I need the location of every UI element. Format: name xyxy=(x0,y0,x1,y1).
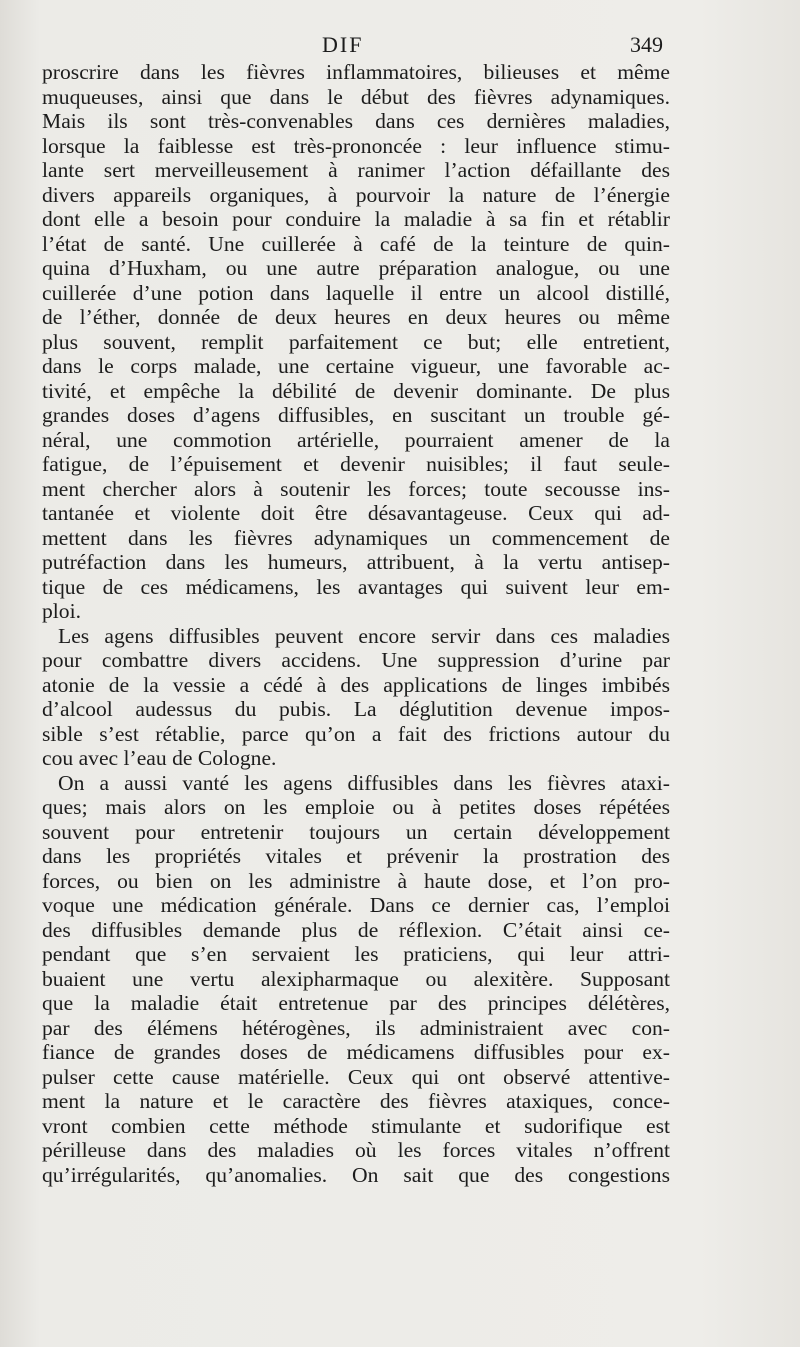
text-line: buaient une vertu alexipharmaque ou alexitère. Supposant xyxy=(42,966,670,991)
body-text xyxy=(42,60,670,1187)
text-line: On a aussi vanté les agens diffusibles dans les fièvres ataxi- xyxy=(58,770,670,795)
text-line: cou avec l’eau de Cologne. xyxy=(42,746,277,770)
page-number: 349 xyxy=(630,32,663,57)
text-line: de l’éther, donnée de deux heures en deux heures ou même xyxy=(42,305,670,329)
running-head xyxy=(0,32,800,62)
text-line: proscrire dans les fièvres inflammatoires, bilieuses et même xyxy=(42,60,670,84)
text-line: qu’irrégularités, qu’anomalies. On sait que des congestions xyxy=(42,1162,670,1187)
text-line: dans le corps malade, une certaine vigueur, une favorable ac- xyxy=(42,354,670,378)
text-line: fiance de grandes doses de médicamens diffusibles pour ex- xyxy=(42,1040,670,1064)
text-line: cuillerée d’une potion dans laquelle il entre un alcool distillé, xyxy=(42,280,670,305)
text-line: fatigue, de l’épuisement et devenir nuisibles; il faut seule- xyxy=(42,452,670,476)
text-line: que la maladie était entretenue par des principes délétères, xyxy=(42,991,670,1015)
text-line: ploi. xyxy=(42,599,81,623)
text-line: pendant que s’en servaient les praticiens, qui leur attri- xyxy=(42,942,670,966)
text-line: sible s’est rétablie, parce qu’on a fait des frictions autour du xyxy=(42,721,670,746)
text-line: lante sert merveilleusement à ranimer l’action défaillante des xyxy=(42,158,670,182)
paragraph xyxy=(42,60,670,624)
text-line: lorsque la faiblesse est très-prononcée : leur influence stimu- xyxy=(42,133,670,158)
text-line: grandes doses d’agens diffusibles, en suscitant un trouble gé- xyxy=(42,403,670,427)
text-line: dans les propriétés vitales et prévenir la prostration des xyxy=(42,844,670,868)
text-line: pulser cette cause matérielle. Ceux qui ont observé attentive- xyxy=(42,1064,670,1089)
text-line: plus souvent, remplit parfaitement ce but; elle entretient, xyxy=(42,329,670,354)
text-line: mettent dans les fièvres adynamiques un commencement de xyxy=(42,525,670,550)
text-line: putréfaction dans les humeurs, attribuent, à la vertu antisep- xyxy=(42,550,670,574)
text-line: Les agens diffusibles peuvent encore servir dans ces maladies xyxy=(58,623,670,648)
text-line: muqueuses, ainsi que dans le début des fièvres adynamiques. xyxy=(42,84,670,109)
text-line: l’état de santé. Une cuillerée à café de la teinture de quin- xyxy=(42,231,670,256)
text-line: tivité, et empêche la débilité de devenir dominante. De plus xyxy=(42,378,670,403)
text-line: voque une médication générale. Dans ce dernier cas, l’emploi xyxy=(42,893,670,917)
text-line: Mais ils sont très-convenables dans ces dernières maladies, xyxy=(42,109,670,133)
text-line: des diffusibles demande plus de réflexion. C’était ainsi ce- xyxy=(42,917,670,942)
text-line: périlleuse dans des maladies où les forces vitales n’offrent xyxy=(42,1138,670,1162)
text-line: pour combattre divers accidens. Une suppression d’urine par xyxy=(42,648,670,672)
text-line: dont elle a besoin pour conduire la maladie à sa fin et rétablir xyxy=(42,207,670,231)
text-line: ques; mais alors on les emploie ou à petites doses répétées xyxy=(42,795,670,819)
text-line: vront combien cette méthode stimulante et sudorifique est xyxy=(42,1113,670,1138)
text-line: quina d’Huxham, ou une autre préparation analogue, ou une xyxy=(42,256,670,280)
text-line: souvent pour entretenir toujours un certain développement xyxy=(42,819,670,844)
text-line: ment la nature et le caractère des fièvres ataxiques, conce- xyxy=(42,1089,670,1113)
text-line: d’alcool audessus du pubis. La déglutition devenue impos- xyxy=(42,697,670,721)
text-line: néral, une commotion artérielle, pourraient amener de la xyxy=(42,427,670,452)
text-line: atonie de la vessie a cédé à des applications de linges imbibés xyxy=(42,672,670,697)
paragraph xyxy=(42,771,670,1188)
text-line: tantanée et violente doit être désavantageuse. Ceux qui ad- xyxy=(42,501,670,525)
text-line: divers appareils organiques, à pourvoir la nature de l’énergie xyxy=(42,182,670,207)
text-line: ment chercher alors à soutenir les forces; toute secousse ins- xyxy=(42,476,670,501)
text-line: forces, ou bien on les administre à haute dose, et l’on pro- xyxy=(42,868,670,893)
text-line: par des élémens hétérogènes, ils administraient avec con- xyxy=(42,1015,670,1040)
text-line: tique de ces médicamens, les avantages qui suivent leur em- xyxy=(42,574,670,599)
paragraph xyxy=(42,624,670,771)
running-head-title: DIF xyxy=(322,32,364,57)
